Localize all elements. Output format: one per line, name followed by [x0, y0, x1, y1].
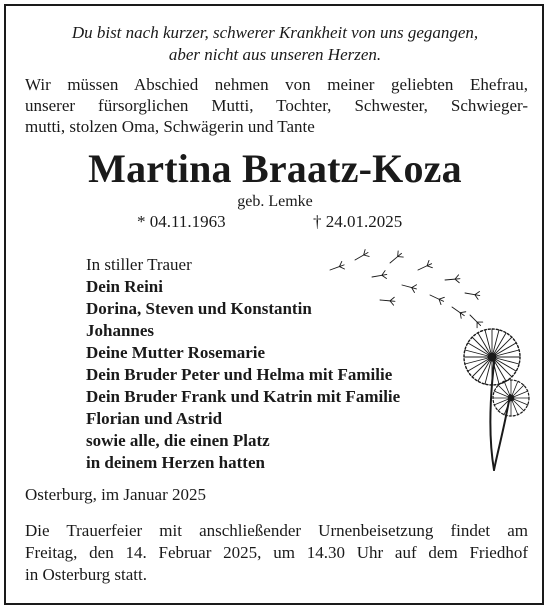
mourner-name: in deinem Herzen hatten — [86, 453, 265, 472]
intro-line-2: unserer fürsorglichen Mutti, Tochter, Schwester, Schwieger- — [25, 96, 528, 115]
birth-date: * 04.11.1963 — [137, 212, 226, 231]
mourner-name: Dein Bruder Peter und Helma mit Familie — [86, 365, 393, 384]
death-date: † 24.01.2025 — [313, 212, 403, 231]
mourner-name: Dorina, Steven und Konstantin — [86, 299, 312, 318]
mourner-name: Dein Reini — [86, 277, 163, 296]
place-date: Osterburg, im Januar 2025 — [25, 485, 206, 504]
mourner-name: Dein Bruder Frank und Katrin mit Familie — [86, 387, 401, 406]
dandelion-icon — [310, 245, 540, 475]
intro-text — [25, 74, 528, 137]
service-line-1: Die Trauerfeier mit anschließender Urnenbeisetzung findet am — [25, 521, 528, 540]
deceased-name: Martina Braatz-Koza — [88, 146, 462, 191]
quote-line-2: aber nicht aus unseren Herzen. — [168, 45, 382, 64]
mourner-name: Deine Mutter Rosemarie — [86, 343, 266, 362]
mourners-heading: In stiller Trauer — [86, 255, 192, 274]
service-line-2: Freitag, den 14. Februar 2025, um 14.30 Uhr auf dem Friedhof — [25, 543, 528, 562]
quote-line-1: Du bist nach kurzer, schwerer Krankheit von uns gegangen, — [71, 23, 479, 42]
service-line-3: in Osterburg statt. — [25, 565, 147, 584]
intro-line-3: mutti, stolzen Oma, Schwägerin und Tante — [25, 117, 315, 136]
intro-line-1: Wir müssen Abschied nehmen von meiner geliebten Ehefrau, — [25, 75, 528, 94]
mourner-name: Florian und Astrid — [86, 409, 223, 428]
maiden-name: geb. Lemke — [237, 193, 313, 210]
mourner-name: sowie alle, die einen Platz — [86, 431, 270, 450]
mourner-name: Johannes — [86, 321, 155, 340]
service-text — [25, 520, 528, 586]
